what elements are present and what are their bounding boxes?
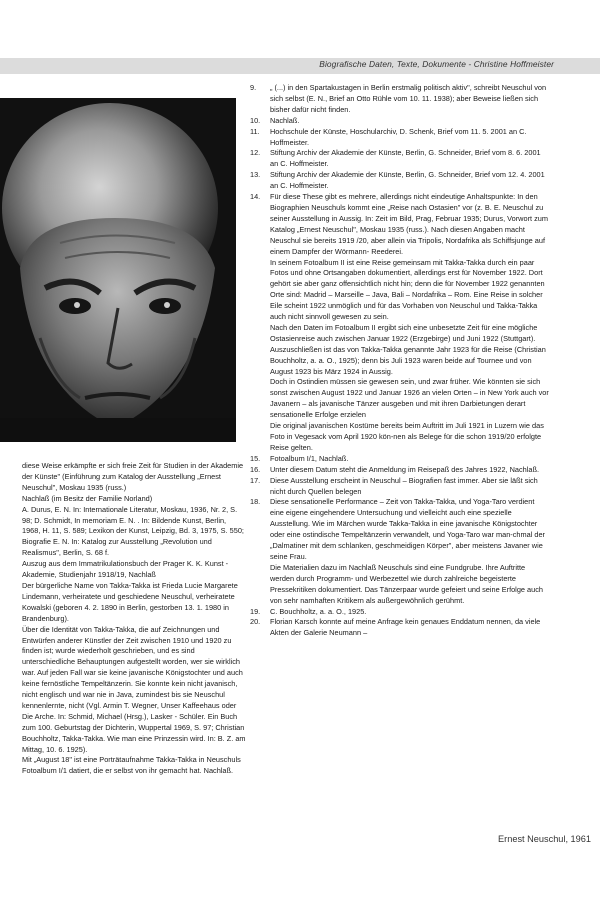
footnote-11 <box>250 127 550 149</box>
footnote-18 <box>250 497 550 606</box>
footnote-text: Stiftung Archiv der Akademie der Künste, Berlin, G. Schneider, Brief vom 12. 4. 2001 an C. Hoffmeister. <box>270 170 545 191</box>
footnote-text: In seinem Fotoalbum II ist eine Reise gemeinsam mit Takka-Takka durch ein paar Fotos und ohne Ortsangaben dokumentiert, allerdings erst für November 1922. Dort gehört sie aber ganz offensichtlich nicht hin; denn die für November 1922 genannten Orte sind: Madrid – Marseille – Java, Bali – Nordafrika – Rom. Eine Reise in solcher Eile scheint 1922 unmöglich und für das Vorhaben von Neuschul und Takka-Takka auch nicht sinnvoll gewesen zu sein. <box>270 257 545 322</box>
left-paragraph: Nachlaß (im Besitz der Familie Norland) <box>22 493 153 503</box>
footnote-17 <box>250 476 550 498</box>
footnote-number: 17. <box>250 475 261 485</box>
footnote-9 <box>250 83 550 116</box>
footnote-text: Fotoalbum I/1, Nachlaß. <box>270 453 349 463</box>
footnote-text: Auszuschließen ist das von Takka-Takka genannte Jahr 1923 für die Reise (Christian Bouchholtz, a. a. O., 1925); denn bis Juli 1923 waren beide auf Tournee und von August 1923 bis März 1924 in Aussig. <box>270 344 546 376</box>
footnote-number: 16. <box>250 464 261 474</box>
header-title: Biografische Daten, Texte, Dokumente - Christine Hoffmeister <box>319 59 554 69</box>
footnote-19 <box>250 607 550 618</box>
footnote-text: Stiftung Archiv der Akademie der Künste, Berlin, G. Schneider, Brief vom 8. 6. 2001 an C. Hoffmeister. <box>270 148 541 169</box>
footnote-text: Doch in Ostindien müssen sie gewesen sein, und zwar früher. Wie könnten sie sich sonst zwischen August 1922 und Januar 1926 an vielen Orten – in New York auch vor Javanern – als javanische Tänzer ausgeben und mit ihren Darbietungen derart sensationelle Erfolge erzielen <box>270 377 549 420</box>
left-paragraph: A. Durus, E. N. In: Internationale Literatur, Moskau, 1936, Nr. 2, S. 98; D. Schmidt, In memoriam E. N. . In: Bildende Kunst, Berlin, 1968, H. 11, S. 589; Lexikon der Kunst, Leipzig, Bd. 3, 1975, S. 550; Biografie E. N. In: Katalog zur Ausstellung „Revolution und Realismus", Berlin, S. 68 f. <box>22 504 244 558</box>
portrait-photo <box>0 98 236 442</box>
left-paragraph: Mit „August 18" ist eine Porträtaufnahme Takka-Takka in Neuschuls Fotoalbum I/1 datiert, die er selbst von ihr gemacht hat. Nachlaß. <box>22 755 241 776</box>
footnote-10 <box>250 116 550 127</box>
footnote-number: 10. <box>250 115 261 125</box>
portrait-image <box>0 98 236 442</box>
footnote-text: Diese Ausstellung erscheint in Neuschul – Biografien fast immer. Aber sie läßt sich nicht durch Quellen belegen <box>270 475 538 496</box>
footnote-number: 20. <box>250 617 261 627</box>
left-paragraph: Der bürgerliche Name von Takka-Takka ist Frieda Lucie Margarete Lindemann, verheiratete und geschiedene Neuschul, verheiratete Kowalski (geboren 4. 2. 1890 in Berlin, gestorben 13. 1. 1980 in Brandenburg). <box>22 580 238 623</box>
left-text-column <box>22 461 246 777</box>
footnote-text: Nach den Daten im Fotoalbum II ergibt sich eine unbesetzte Zeit für eine mögliche Ostasienreise auch zwischen Januar 1922 (Erzgebirge) und Juni 1922 (Stuttgart). <box>270 322 538 343</box>
footnotes-column <box>250 83 550 639</box>
footnote-number: 13. <box>250 170 261 180</box>
footnote-text: Die Materialien dazu im Nachlaß Neuschuls sind eine Fundgrube. Ihre Auftritte werden durch Programm- und Werbezettel wie durch zahlreiche begeisterte Pressekritiken dokumentiert. Das Tänzerpaar wurde gefeiert und seine Erfolge auch von sehr namhaften Kritikern als außergewöhnlich gerühmt. <box>270 562 543 605</box>
footnote-text: Unter diesem Datum steht die Anmeldung im Reisepaß des Jahres 1922, Nachlaß. <box>270 464 539 474</box>
footnote-text: Diese sensationelle Performance – Zeit von Takka-Takka, und Yoga-Taro verdient eine eigene eingehendere Untersuchung und vielleicht auch eine spezielle Ausstellung. Wie im Märchen wurde Takka-Takka in eine javanische Königstochter oder eine ostindische Tempeltänzerin verwandelt, und Yoga-Taro war man-chmal der „Dalmatiner mit dem schlanken, geschmeidigen Körper", aber meistens Javaner wie seine Frau. <box>270 497 546 561</box>
footnote-20 <box>250 617 550 639</box>
footnote-text: Die original javanischen Kostüme bereits beim Auftritt im Juli 1921 in Luzern wie das Foto in Vegesack vom April 1920 kön-nen als Belege für die schon 1919/20 erfolgte Reise gelten. <box>270 421 544 452</box>
footnote-number: 9. <box>250 83 257 92</box>
footnote-text: „ (...) in den Spartakustagen in Berlin erstmalig politisch aktiv", schreibt Neuschul von sich selbst (E. N., Brief an Otto Rühle vom 10. 11. 1938); aber Beweise ließen sich bisher dafür nicht finden. <box>270 83 547 114</box>
footnote-15 <box>250 454 550 465</box>
footnote-text: Nachlaß. <box>270 115 300 125</box>
footnote-number: 15. <box>250 453 261 463</box>
footnote-12 <box>250 148 550 170</box>
footnote-text: Florian Karsch konnte auf meine Anfrage kein genaues Enddatum nennen, da viele Akten der Galerie Neumann – <box>270 617 541 638</box>
left-paragraph: Über die Identität von Takka-Takka, die auf Zeichnungen und Entwürfen anderer Künstler der Zeit zwischen 1910 und 1920 zu finden ist; wurde wiederholt geschrieben, und es sind unterschiedliche Behauptungen aufgestellt worden, wer sie wirklich war. Auf jeden Fall war sie keine javanische Königstochter und auch keine fernöstliche Tempeltänzerin. Sie konnte kein nicht javanisch, nicht englisch und war nie in Java, zumindest bis sie Neuschul kennenlernte, nicht (Vgl. Armin T. Wegner, Unser Kaffeehaus oder Die Arche. In: Schmid, Michael (Hrsg.), Lasker - Schüler. Ein Buch zum 100. Geburtstag der Dichterin, Wuppertal 1969, S. 97; Christian Bouchholtz, Takka-Takka. Wie man eine Prinzessin wird. In: B. Z. am Mittag, 10. 6. 1925). <box>22 624 246 754</box>
footnote-16 <box>250 465 550 476</box>
footnote-14 <box>250 192 550 454</box>
footnote-number: 12. <box>250 148 261 158</box>
page-header <box>0 58 600 74</box>
footnote-text: C. Bouchholtz, a. a. O., 1925. <box>270 606 367 616</box>
left-paragraph: diese Weise erkämpfte er sich freie Zeit für Studien in der Akademie der Künste" (Einführung zum Katalog der Ausstellung „Ernest Neuschul", Moskau 1935 (russ.) <box>22 461 244 492</box>
footnote-number: 19. <box>250 606 261 616</box>
left-paragraph: Auszug aus dem Immatrikulationsbuch der Prager K. K. Kunst - Akademie, Studienjahr 1918/19, Nachlaß <box>22 559 229 580</box>
footnote-13 <box>250 170 550 192</box>
photo-caption: Ernest Neuschul, 1961 <box>498 834 591 844</box>
footnote-number: 11. <box>250 126 260 136</box>
footnote-text: Für diese These gibt es mehrere, allerdings nicht eindeutige Anhaltspunkte: In den Biographien Neuschuls kommt eine „Reise nach Ostasien" vor (z. B. E. Neuschul zu seiner Ausstellung in Aussig. In: Zeit im Bild, Prag, Februar 1935; Durus, Vorwort zum Katalog „Ernest Neuschul", Moskau 1935 (russ.). Nach diesen Angaben macht Neuschul sie bereits 1919 /20, aber allein via Tripolis, Nordafrika als Schiffsjunge auf einem Dampfer der Wörmann- Reederei. <box>270 192 548 256</box>
footnote-number: 14. <box>250 192 261 202</box>
footnote-number: 18. <box>250 497 261 507</box>
footnote-text: Hochschule der Künste, Hoschularchiv, D. Schenk, Brief vom 11. 5. 2001 an C. Hoffmeister. <box>270 126 527 147</box>
